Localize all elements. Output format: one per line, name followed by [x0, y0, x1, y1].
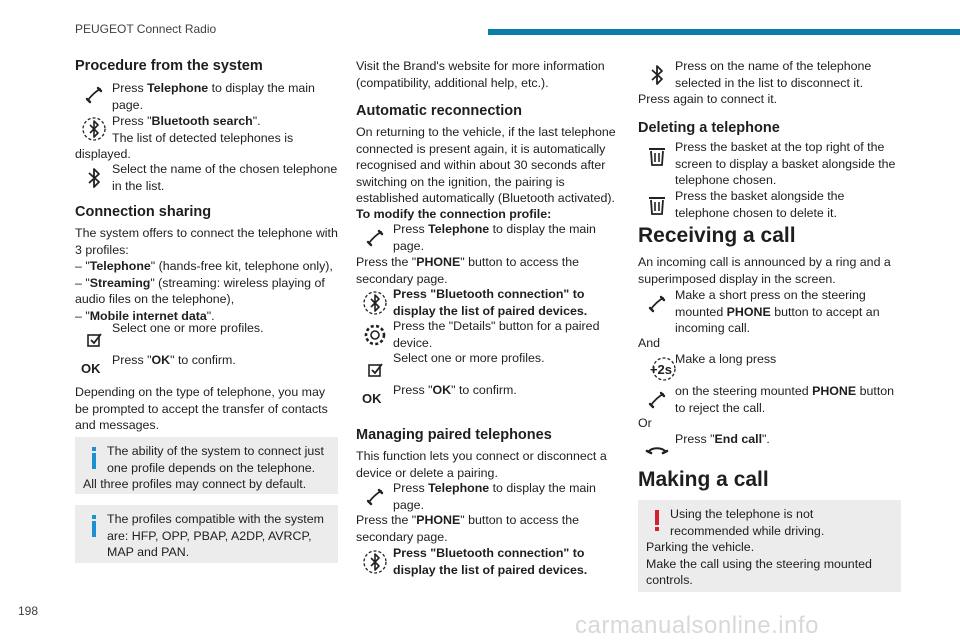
heading-receiving-call: Receiving a call — [638, 224, 796, 247]
visit-paragraph: Visit the Brand's website for more information (compatibility, additional help, etc.). — [356, 59, 605, 90]
phone-icon — [644, 387, 670, 413]
bluetooth-search-icon — [362, 549, 388, 575]
heading-connection-sharing: Connection sharing — [75, 204, 212, 220]
gear-icon — [362, 322, 388, 348]
or-text: Or — [638, 416, 652, 430]
step-select-profiles: Select one or more profiles. — [356, 350, 619, 367]
heading-making-call: Making a call — [638, 468, 769, 491]
step-details: Press the "Details" button for a paired device. — [356, 318, 619, 351]
manage-paragraph: This function lets you connect or disconnect a device or delete a pairing. — [356, 449, 607, 480]
phone-button-paragraph: Press the "PHONE" button to access the secondary page. — [356, 513, 580, 544]
phone-icon — [81, 82, 107, 108]
step-bluetooth-connection: Press "Bluetooth connection" to display the list of paired devices. — [356, 286, 619, 319]
heading-deleting: Deleting a telephone — [638, 120, 780, 136]
heading-procedure: Procedure from the system — [75, 58, 263, 74]
sharing-intro: The system offers to connect the telephone with 3 profiles: — [75, 226, 338, 257]
step-end-call: Press "End call". — [638, 431, 901, 448]
trash-icon — [644, 192, 670, 218]
svg-text:+2s: +2s — [649, 362, 673, 377]
connect-again: Press again to connect it. — [638, 92, 778, 106]
transfer-paragraph: Depending on the type of telephone, you may be prompted to accept the transfer of contacts and messages. — [75, 385, 328, 432]
info-icon — [83, 513, 109, 539]
step-telephone: Press Telephone to display the main page. — [356, 480, 619, 513]
step-ok: OK Press "OK" to confirm. — [81, 353, 236, 376]
step-reject: on the steering mounted PHONE button to reject the call. — [638, 383, 901, 416]
info-note: The ability of the system to connect just one profile depends on the telephone. All three profiles may connect by default. — [75, 437, 338, 494]
ok-icon: OK — [81, 361, 101, 376]
bluetooth-icon — [81, 165, 107, 191]
step-basket-top: Press the basket at the top right of the screen to display a basket alongside the telephone chosen. — [638, 139, 901, 189]
step-telephone: Press Telephone to display the main page. — [356, 221, 619, 254]
step-bluetooth-search: Press "Bluetooth search". The list of detected telephones is displayed. — [75, 114, 294, 161]
profile-item: – "Streaming" (streaming: wireless playing of audio files on the telephone), — [75, 275, 325, 306]
step-long-press: +2s Make a long press — [638, 351, 901, 368]
long-press-icon — [644, 356, 678, 382]
info-note: The profiles compatible with the system are: HFP, OPP, PBAP, A2DP, AVRCP, MAP and PAN. — [75, 505, 338, 563]
and-text: And — [638, 336, 661, 350]
auto-paragraph: On returning to the vehicle, if the last telephone connected is present again, it is automatically recognised and within about 30 seconds after switching on the ignition, the pairing is established automatically (Bluetooth activated). — [356, 125, 616, 205]
page-number: 198 — [18, 604, 39, 618]
watermark: carmanualsonline.info — [575, 612, 819, 639]
step-short-press: Make a short press on the steering mounted PHONE button to accept an incoming call. — [638, 287, 901, 337]
step-ok: OK Press "OK" to confirm. — [362, 383, 517, 406]
step-basket-delete: Press the basket alongside the telephone chosen to delete it. — [638, 188, 901, 221]
heading-automatic-reconnection: Automatic reconnection — [356, 103, 522, 119]
checkbox-icon — [362, 356, 388, 382]
phone-icon — [644, 291, 670, 317]
running-header: PEUGEOT Connect Radio — [75, 22, 217, 36]
bluetooth-search-icon — [362, 290, 388, 316]
profile-item: – "Mobile internet data". — [75, 308, 215, 323]
step-bluetooth-connection: Press "Bluetooth connection" to display the list of paired devices. — [356, 545, 619, 578]
trash-icon — [644, 143, 670, 169]
step-select-profiles: Select one or more profiles. — [75, 320, 338, 337]
phone-icon — [362, 484, 388, 510]
warning-note: Using the telephone is not recommended while driving. Parking the vehicle. Make the call using the steering mounted controls. — [638, 500, 901, 592]
ok-icon: OK — [362, 391, 382, 406]
incoming-paragraph: An incoming call is announced by a ring and a superimposed display in the screen. — [638, 255, 891, 286]
heading-managing-paired: Managing paired telephones — [356, 427, 552, 443]
warning-icon — [646, 508, 672, 534]
header-accent-bar — [488, 29, 960, 35]
hang-up-icon — [644, 436, 670, 462]
step-telephone: Press Telephone to display the main page. — [75, 80, 338, 113]
modify-heading: To modify the connection profile: — [356, 207, 552, 221]
bluetooth-search-icon — [81, 116, 107, 142]
bluetooth-icon — [644, 62, 670, 88]
phone-icon — [362, 225, 388, 251]
step-disconnect: Press on the name of the telephone selected in the list to disconnect it. — [638, 58, 901, 91]
profile-list — [75, 258, 338, 324]
step-select-telephone: Select the name of the chosen telephone in the list. — [75, 161, 338, 194]
phone-button-paragraph: Press the "PHONE" button to access the secondary page. — [356, 255, 580, 286]
info-icon — [83, 445, 109, 471]
checkbox-icon — [81, 326, 107, 352]
profile-item: – "Telephone" (hands-free kit, telephone only), — [75, 259, 333, 273]
